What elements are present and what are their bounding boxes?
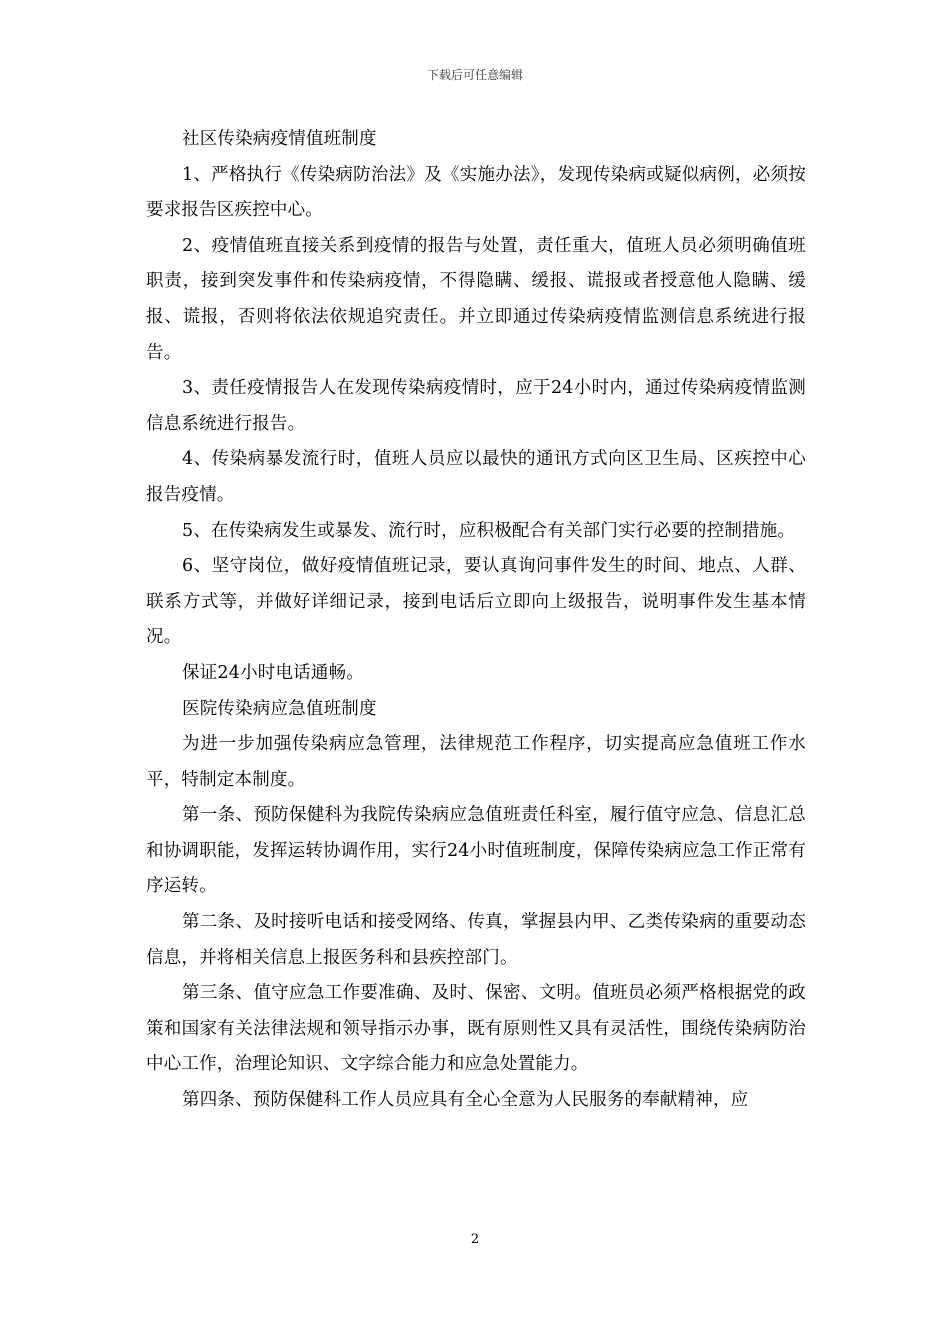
- article-2: 第二条、及时接听电话和接受网络、传真，掌握县内甲、乙类传染病的重要动态信息，并将相关信息上报医务科和县疾控部门。: [146, 912, 806, 968]
- article-4: 第四条、预防保健科工作人员应具有全心全意为人民服务的奉献精神，应: [182, 1090, 749, 1111]
- paragraph-2: 2、疫情值班直接关系到疫情的报告与处置，责任重大，值班人员必须明确值班职责，接到突发事件和传染病疫情，不得隐瞒、缓报、谎报或者授意他人隐瞒、缓报、谎报，否则将依法依规追究责任。并立即通过传染病疫情监测信息系统进行报告。: [146, 235, 806, 363]
- paragraph-7: 保证24小时电话通畅。: [182, 662, 364, 683]
- page-header: 下载后可任意编辑: [426, 68, 523, 82]
- paragraph-6: 6、坚守岗位，做好疫情值班记录，要认真询问事件发生的时间、地点、人群、联系方式等，并做好详细记录，接到电话后立即向上级报告，说明事件发生基本情况。: [146, 556, 806, 648]
- paragraph-4: 4、传染病暴发流行时，值班人员应以最快的通讯方式向区卫生局、区疾控中心报告疫情。: [146, 449, 806, 505]
- doc-title-community: 社区传染病疫情值班制度: [182, 129, 377, 149]
- paragraph-5: 5、在传染病发生或暴发、流行时，应积极配合有关部门实行必要的控制措施。: [182, 520, 796, 541]
- doc-title-hospital: 医院传染病应急值班制度: [182, 698, 377, 719]
- paragraph-9: 为进一步加强传染病应急管理，法律规范工作程序，切实提高应急值班工作水平，特制定本制度。: [146, 734, 806, 790]
- paragraph-3: 3、责任疫情报告人在发现传染病疫情时，应于24小时内，通过传染病疫情监测信息系统进行报告。: [146, 378, 806, 434]
- paragraph-1: 1、严格执行《传染病防治法》及《实施办法》，发现传染病或疑似病例，必须按要求报告区疾控中心。: [146, 164, 806, 221]
- article-3: 第三条、值守应急工作要准确、及时、保密、文明。值班员必须严格根据党的政策和国家有关法律法规和领导指示办事，既有原则性又具有灵活性，围绕传染病防治中心工作，治理论知识、文字综合能力和应急处置能力。: [146, 983, 806, 1075]
- page-number: 2: [470, 1232, 480, 1247]
- document-body: [146, 122, 806, 1119]
- article-1: 第一条、预防保健科为我院传染病应急值班责任科室，履行值守应急、信息汇总和协调职能，发挥运转协调作用，实行24小时值班制度，保障传染病应急工作正常有序运转。: [146, 805, 806, 897]
